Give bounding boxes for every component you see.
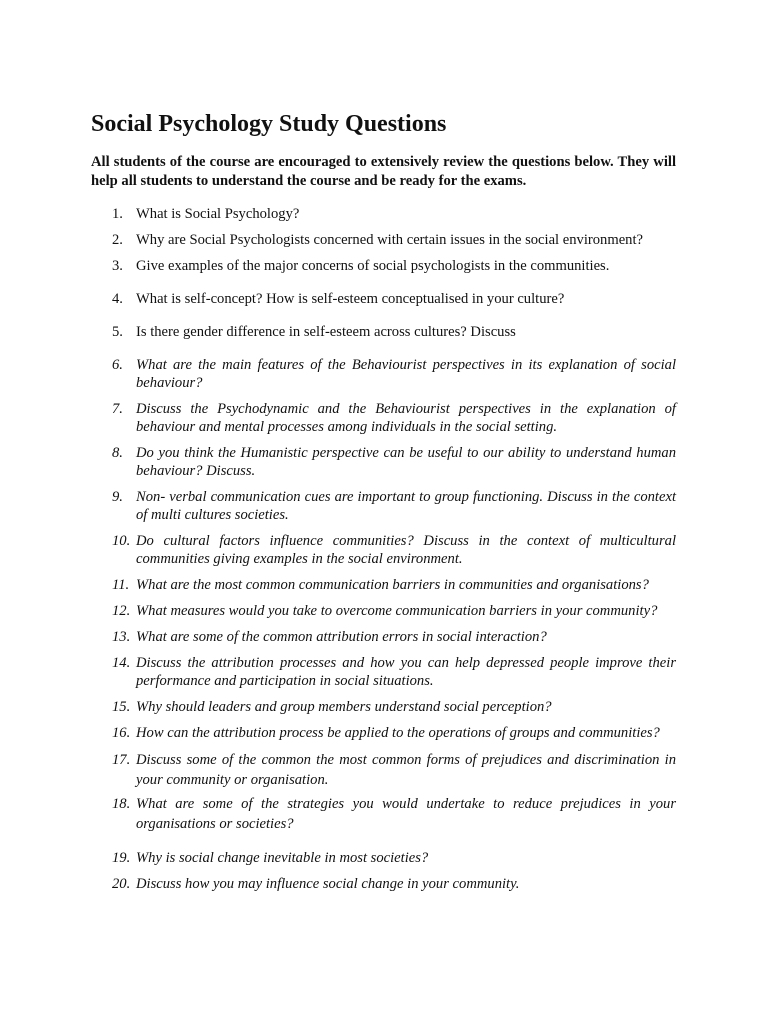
item-number: 9.	[112, 489, 123, 505]
item-number: 3.	[112, 258, 123, 274]
list-item	[91, 698, 676, 716]
item-text: Do you think the Humanistic perspective can be useful to our ability to understand human behaviour? Discuss.	[136, 445, 676, 479]
item-text: Is there gender difference in self-esteem across cultures? Discuss	[136, 324, 516, 340]
item-number: 6.	[112, 357, 123, 373]
list-item	[91, 532, 676, 568]
page-title: Social Psychology Study Questions	[91, 111, 447, 137]
item-text: Why are Social Psychologists concerned with certain issues in the social environment?	[136, 232, 643, 248]
item-number: 18.	[112, 796, 131, 812]
list-item	[91, 205, 676, 223]
item-number: 13.	[112, 629, 131, 645]
item-text: Why should leaders and group members understand social perception?	[136, 699, 552, 715]
item-number: 16.	[112, 725, 131, 741]
item-text: What is Social Psychology?	[136, 206, 300, 222]
list-item	[91, 750, 676, 790]
item-number: 14.	[112, 655, 131, 671]
item-text: Discuss the attribution processes and how you can help depressed people improve their performance and participation in social situations.	[136, 655, 676, 689]
item-text: What are the most common communication barriers in communities and organisations?	[136, 577, 649, 593]
item-number: 4.	[112, 291, 123, 307]
item-number: 10.	[112, 533, 131, 549]
item-number: 1.	[112, 206, 123, 222]
item-text: What measures would you take to overcome communication barriers in your community?	[136, 603, 658, 619]
intro-paragraph: All students of the course are encouraged to extensively review the questions below. They will help all students to understand the course and be ready for the exams.	[91, 154, 676, 189]
list-item	[91, 628, 676, 646]
item-text: What are some of the strategies you would undertake to reduce prejudices in your organisations or societies?	[136, 796, 676, 832]
item-number: 12.	[112, 603, 131, 619]
list-item	[91, 231, 676, 249]
item-text: Discuss the Psychodynamic and the Behaviourist perspectives in the explanation of behaviour and mental processes among individuals in the social setting.	[136, 401, 676, 435]
item-text: What are some of the common attribution errors in social interaction?	[136, 629, 547, 645]
item-text: What is self-concept? How is self-esteem conceptualised in your culture?	[136, 291, 565, 307]
item-text: Non- verbal communication cues are important to group functioning. Discuss in the context of multi cultures societies.	[136, 489, 676, 523]
list-item	[91, 794, 676, 834]
item-number: 11.	[112, 577, 130, 593]
item-text: What are the main features of the Behaviourist perspectives in its explanation of social behaviour?	[136, 357, 676, 391]
list-item	[91, 400, 676, 436]
list-item	[91, 488, 676, 524]
list-item	[91, 576, 676, 594]
list-item	[91, 444, 676, 480]
list-item	[91, 290, 676, 308]
list-item	[91, 323, 676, 341]
list-item	[91, 356, 676, 392]
item-text: How can the attribution process be applied to the operations of groups and communities?	[136, 725, 660, 741]
item-text: Discuss some of the common the most common forms of prejudices and discrimination in your community or organisation.	[136, 752, 676, 788]
question-list	[91, 205, 676, 893]
item-number: 2.	[112, 232, 123, 248]
item-number: 8.	[112, 445, 123, 461]
item-number: 20.	[112, 876, 131, 892]
list-item	[91, 654, 676, 690]
list-item	[91, 724, 676, 742]
document-page	[91, 107, 676, 893]
item-number: 5.	[112, 324, 123, 340]
item-number: 15.	[112, 699, 131, 715]
item-text: Why is social change inevitable in most societies?	[136, 850, 429, 866]
list-item	[91, 257, 676, 275]
item-text: Do cultural factors influence communities? Discuss in the context of multicultural communities giving examples in the social environment.	[136, 533, 676, 567]
list-item	[91, 849, 676, 867]
item-number: 17.	[112, 752, 131, 768]
item-text: Give examples of the major concerns of social psychologists in the communities.	[136, 258, 610, 274]
list-item	[91, 875, 676, 893]
item-number: 7.	[112, 401, 123, 417]
item-text: Discuss how you may influence social change in your community.	[136, 876, 520, 892]
item-number: 19.	[112, 850, 131, 866]
list-item	[91, 602, 676, 620]
